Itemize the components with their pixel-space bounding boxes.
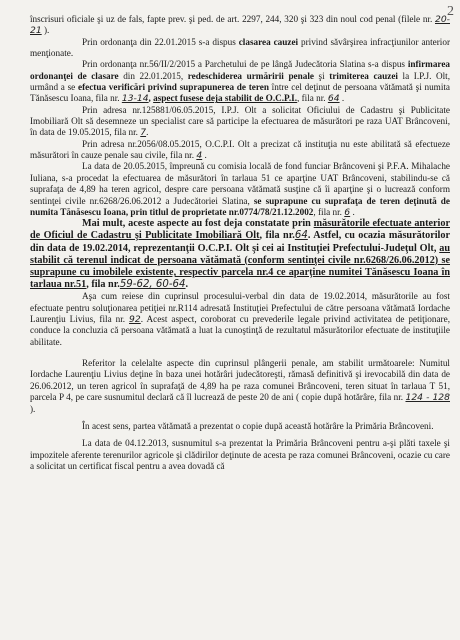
handwritten-page-ref: 20-21 — [30, 14, 450, 37]
text-run: . Acest aspect, coroborat cu prevederile legale privind activitatea de petiţionare, conduce la concluzia că persoana vătămată a luat la cunoştinţă de rezultatul măsurătorilor efectuate de instituţiile abilitate. — [30, 314, 450, 347]
handwritten-page-ref: 59-62, 60-64 — [119, 279, 186, 291]
text-run: aspect fusese deja stabilit de O.C.P.I. — [153, 93, 297, 104]
paragraph-p4 — [30, 105, 450, 139]
text-run: efectua verificări privind suprapunerea de teren — [78, 82, 269, 93]
paragraph-p2 — [30, 37, 450, 60]
text-run: , fila nr. — [86, 279, 120, 291]
text-run: La data de 04.12.2013, susnumitul s-a prezentat la Primăria Brâncoveni pentru a-şi plăti taxele şi impozitele aferente terenurilor agricole şi clădirilor deţinute de acesta pe raza comunei Brâncoveni, ocazie cu care a solicitat un certificat fiscal pentru a avea dovadă că — [30, 438, 450, 471]
page-number: 2 — [447, 4, 454, 19]
text-run: şi — [313, 70, 330, 81]
text-run: În acest sens, partea vătămată a prezentat o copie după această hotărâre la Primăria Brâncoveni. — [82, 420, 434, 431]
paragraph-p1 — [30, 14, 450, 37]
text-run: privind săvârşirea infracţiunilor anterior menţionate. — [30, 36, 451, 59]
handwritten-page-ref: 124 - 128 — [405, 392, 450, 404]
handwritten-page-ref: 4 — [196, 150, 203, 162]
handwritten-page-ref: 64 — [294, 230, 308, 242]
handwritten-page-ref: 7 — [140, 127, 147, 139]
text-run: Prin adresa nr.125881/06.05.2015, I.P.J. Olt a solicitat Oficiului de Cadastru şi Publicitate Imobiliară Olt să desemneze un specialist care să participe la efectuarea de măsurători pe raza UAT Brâncoveni, în data de 19.05.2015, fila nr. — [30, 104, 450, 138]
paragraph-p6 — [30, 161, 450, 218]
text-run: între cel deţinut de persoana vătămată şi numita Tănăsescu Ioana, fila nr. — [30, 82, 450, 104]
paragraph-p8 — [30, 291, 450, 348]
text-run: . Astfel, cu ocazia măsurătorilor din data de 19.02.2014, reprezentanţii O.C.P.I. Olt şi cei ai Instituţiei Prefectului-Judeţul Olt, — [30, 230, 450, 254]
text-run: ). — [30, 403, 36, 414]
text-run: infirmarea ordonanţei de clasare — [30, 59, 450, 81]
text-run: , — [148, 93, 154, 104]
text-run: , fila nr. — [259, 230, 295, 242]
text-run: . — [350, 206, 355, 217]
handwritten-page-ref: 6 — [344, 206, 351, 218]
text-run: au stabilit că terenul indicat de persoana vătămată (conform sentinţei civile nr.6268/26.06.2012) se suprapune cu imobilele existente, respectiv parcela nr.4 ce aparţine numitei Tănăsescu Ioana în tarlaua nr.51 — [30, 242, 450, 291]
paragraph-p11 — [30, 438, 450, 472]
text-run: ). — [41, 25, 50, 36]
document-body — [30, 14, 450, 472]
paragraph-p7 — [30, 218, 450, 291]
text-run: Aşa cum reiese din cuprinsul procesului-verbal din data de 19.02.2014, măsurătorile au fost efectuate pentru soluţionarea petiţiei nr.R114 adresată Instituţiei Prefectului de către persoana vătămată Iordache Laurenţiu Livius, fila nr. — [30, 291, 450, 325]
text-run: măsurătorile efectuate anterior de Oficiul de Cadastru şi Publicitate Imobiliară Olt — [30, 218, 450, 242]
text-run: . — [202, 150, 207, 161]
handwritten-page-ref: 13-14 — [121, 93, 149, 105]
text-run: , fila nr. — [297, 93, 328, 104]
text-run: Prin ordonanţa din 22.01.2015 s-a dispus — [82, 36, 239, 47]
text-run: trimiterea cauzei — [329, 70, 398, 81]
text-run: . — [339, 93, 345, 104]
text-run: redeschiderea urmăririi penale — [187, 70, 314, 81]
text-run: Referitor la celelalte aspecte din cuprinsul plângerii penale, am stabilit următoarele: Numitul Iordache Laurenţiu Livius deţine în baza unei hotărâri judecătoreşti, rămasă definitivă şi irevocabilă din data de 26.06.2012, un teren agricol în suprafaţă de 4,89 ha pe raza comunei Brâncoveni, teren situat în tarlaua T 51, parcela P 4, pe care susnumitul declară că îl lucrează de peste 20 de ani ( copie după hotărâre, fila nr. — [30, 358, 450, 403]
text-run: din 22.01.2015, — [118, 70, 188, 81]
text-run: Prin adresa nr.2056/08.05.2015, O.C.P.I. Olt a precizat că instituţia nu este abilitată să efectueze măsurători în cauze penale sau civile, fila nr. — [30, 138, 450, 161]
text-run: înscrisuri oficiale şi uz de fals, fapte prev. şi ped. de art. 2297, 244, 320 şi 323 din noul cod penal (filele nr. — [30, 14, 435, 24]
paragraph-p3 — [30, 59, 450, 104]
handwritten-page-ref: 64 — [327, 93, 340, 105]
paragraph-p9 — [30, 358, 450, 415]
text-run: , fila nr. — [313, 206, 345, 217]
paragraph-p5 — [30, 139, 450, 162]
text-run: Mai mult, aceste aspecte au fost deja constatate prin — [82, 218, 314, 230]
handwritten-page-ref: 92 — [129, 314, 141, 326]
text-run: clasarea cauzei — [238, 36, 299, 47]
text-run: . — [146, 127, 149, 138]
text-run: Prin ordonanţa nr.56/II/2/2015 a Parchetului de pe lângă Judecătoria Slatina s-a dispus — [82, 59, 408, 70]
text-run: se suprapune cu suprafaţa de teren deţinută de numita Tănăsescu Ioana, prin titlul de proprietate nr.0774/78/21.12.2002 — [30, 195, 450, 217]
paragraph-p10 — [30, 421, 450, 432]
text-run: La data de 20.05.2015, împreună cu comisia locală de fond funciar Brâncoveni şi P.F.A. Mihalache Iuliana, s-a procedat la efectuarea de măsurători în tarlaua 51 ce aparţine UAT Brâncoveni, stabilindu-se că suprafaţa de 4,89 ha teren agricol, despre care persoana vătămată susţine că îi aparţine şi o lucrează conform sentinţei civile nr.6268/26.06.2012 a Judecătoriei Slatina, — [30, 161, 450, 206]
text-run: . — [185, 279, 189, 291]
text-run: la I.P.J. Olt, urmând a se — [30, 70, 450, 93]
